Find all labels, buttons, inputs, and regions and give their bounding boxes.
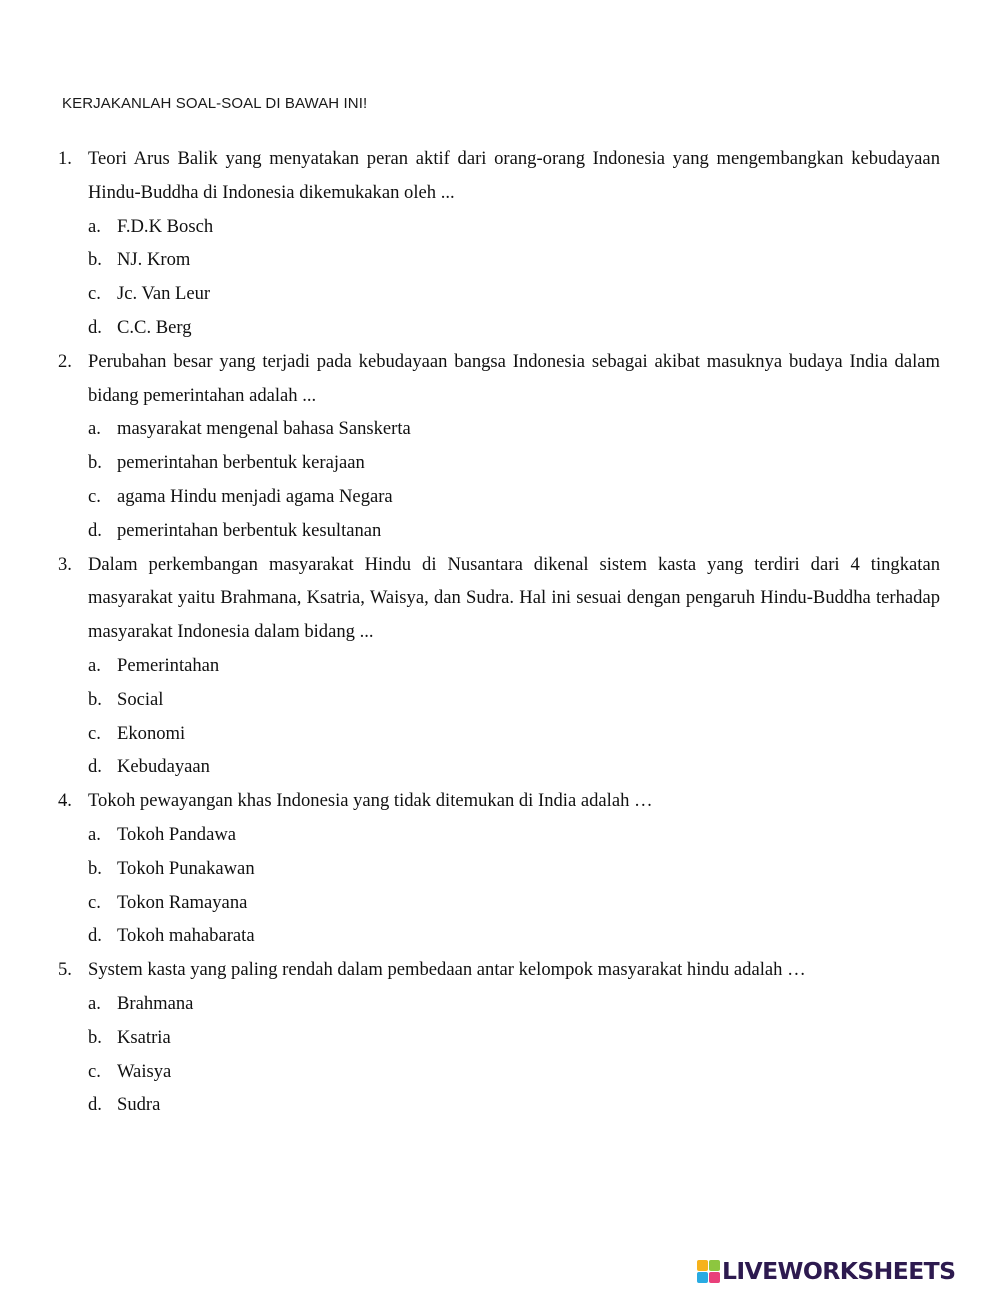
liveworksheets-logo-icon	[697, 1260, 720, 1283]
question-number: 3.	[58, 553, 72, 575]
option-text: Waisya	[117, 1060, 172, 1082]
logo-wordmark: LIVEWORKSHEETS	[722, 1257, 956, 1285]
answer-option[interactable]	[88, 514, 940, 548]
option-letter: d.	[88, 519, 102, 541]
answer-option[interactable]	[88, 649, 940, 683]
option-text: pemerintahan berbentuk kesultanan	[117, 519, 382, 541]
answer-option[interactable]	[88, 1055, 940, 1089]
option-text: pemerintahan berbentuk kerajaan	[117, 452, 365, 474]
option-text: Kebudayaan	[117, 756, 210, 778]
option-text: Tokoh mahabarata	[117, 925, 255, 947]
answer-option[interactable]	[88, 277, 940, 311]
option-letter: c.	[88, 283, 101, 305]
answer-option[interactable]	[88, 1021, 940, 1055]
option-text: C.C. Berg	[117, 316, 192, 338]
answer-option[interactable]	[88, 852, 940, 886]
answer-option[interactable]	[88, 412, 940, 446]
option-text: Jc. Van Leur	[117, 283, 211, 305]
liveworksheets-logo	[697, 1256, 955, 1286]
option-text: Social	[117, 688, 164, 710]
answer-option[interactable]	[88, 683, 940, 717]
answer-option[interactable]	[88, 750, 940, 784]
question-number: 1.	[58, 148, 72, 169]
question-text: Tokoh pewayangan khas Indonesia yang tidak ditemukan di India adalah …	[88, 790, 653, 812]
question-text: Dalam perkembangan masyarakat Hindu di Nusantara dikenal sistem kasta yang terdiri dari 4 tingkatan masyarakat yaitu Brahmana, Ksatria, Waisya, dan Sudra. Hal ini sesuai dengan pengaruh Hindu-Buddha terhadap masyarakat Indonesia dalam bidang ...	[88, 553, 940, 643]
logo-square-icon	[697, 1260, 708, 1271]
option-letter: b.	[88, 1026, 102, 1048]
option-text: agama Hindu menjadi agama Negara	[117, 485, 393, 507]
option-letter: d.	[88, 316, 102, 338]
option-letter: c.	[88, 1060, 101, 1082]
option-text: F.D.K Bosch	[117, 215, 214, 237]
option-letter: b.	[88, 249, 102, 271]
option-text: Ekonomi	[117, 722, 186, 744]
option-letter: d.	[88, 1094, 102, 1116]
question-list	[58, 142, 940, 1122]
option-letter: a.	[88, 654, 101, 676]
logo-square-icon	[709, 1260, 720, 1271]
logo-square-icon	[697, 1272, 708, 1283]
answer-option[interactable]	[88, 886, 940, 920]
question-3	[58, 548, 940, 785]
question-1	[58, 142, 940, 345]
option-letter: b.	[88, 857, 102, 879]
answer-option[interactable]	[88, 210, 940, 244]
question-number: 5.	[58, 959, 72, 981]
question-4	[58, 784, 940, 953]
question-text: Perubahan besar yang terjadi pada kebudayaan bangsa Indonesia sebagai akibat masuknya budaya India dalam bidang pemerintahan adalah ...	[88, 350, 940, 406]
option-letter: c.	[88, 485, 101, 507]
option-letter: d.	[88, 925, 102, 947]
answer-option[interactable]	[88, 818, 940, 852]
option-text: Sudra	[117, 1094, 161, 1116]
option-text: masyarakat mengenal bahasa Sanskerta	[117, 418, 411, 440]
option-text: Tokoh Punakawan	[117, 857, 255, 879]
question-text: Teori Arus Balik yang menyatakan peran aktif dari orang-orang Indonesia yang mengembangkan kebudayaan Hindu-Buddha di Indonesia dikemukakan oleh ...	[88, 148, 940, 203]
option-letter: a.	[88, 823, 101, 845]
option-letter: a.	[88, 215, 101, 237]
option-letter: a.	[88, 992, 101, 1014]
question-2	[58, 345, 940, 548]
question-number: 4.	[58, 790, 72, 812]
option-text: NJ. Krom	[117, 249, 191, 271]
option-text: Tokon Ramayana	[117, 891, 248, 913]
option-letter: b.	[88, 688, 102, 710]
answer-option[interactable]	[88, 987, 940, 1021]
answer-option[interactable]	[88, 1088, 940, 1122]
question-text: System kasta yang paling rendah dalam pembedaan antar kelompok masyarakat hindu adalah …	[88, 959, 806, 981]
option-letter: b.	[88, 452, 102, 474]
option-text: Tokoh Pandawa	[117, 823, 237, 845]
option-letter: d.	[88, 756, 102, 778]
answer-option[interactable]	[88, 480, 940, 514]
option-letter: c.	[88, 722, 101, 744]
answer-option[interactable]	[88, 717, 940, 751]
answer-option[interactable]	[88, 446, 940, 480]
option-text: Pemerintahan	[117, 654, 220, 676]
question-5	[58, 953, 940, 1122]
option-letter: c.	[88, 891, 101, 913]
logo-square-icon	[709, 1272, 720, 1283]
option-text: Brahmana	[117, 992, 194, 1014]
answer-option[interactable]	[88, 919, 940, 953]
answer-option[interactable]	[88, 243, 940, 277]
question-number: 2.	[58, 350, 72, 372]
answer-option[interactable]	[88, 311, 940, 345]
worksheet-instruction: KERJAKANLAH SOAL-SOAL DI BAWAH INI!	[62, 95, 368, 112]
option-text: Ksatria	[117, 1026, 171, 1048]
option-letter: a.	[88, 418, 101, 440]
